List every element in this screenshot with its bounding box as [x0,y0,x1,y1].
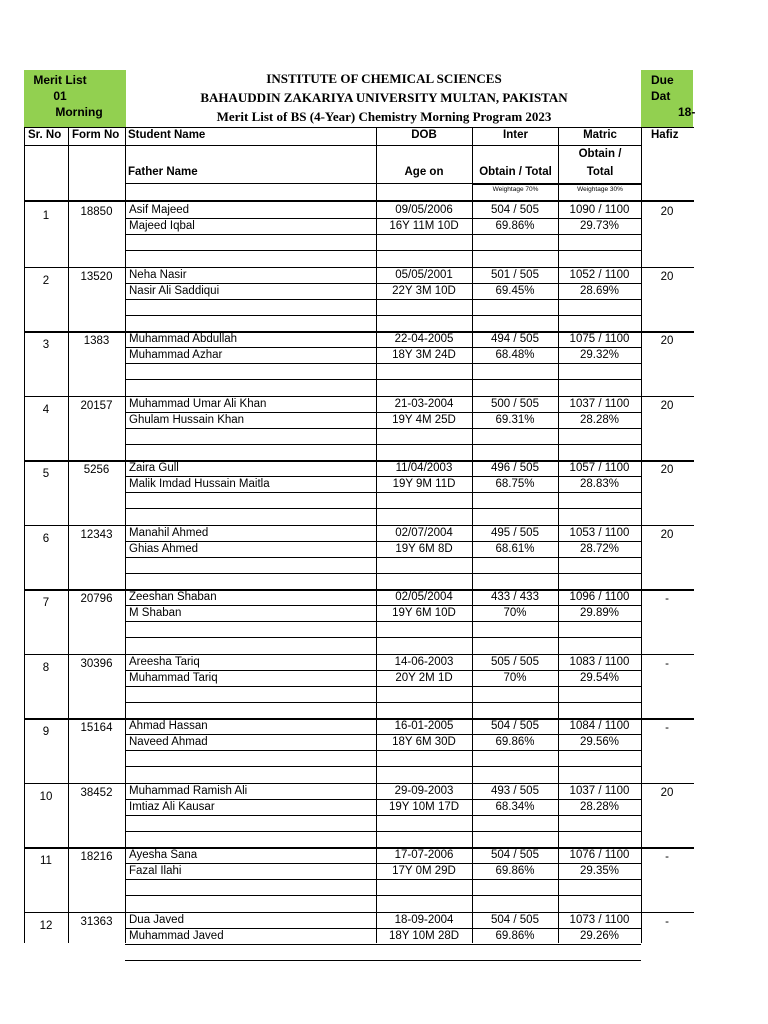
father-name: Muhammad Azhar [129,349,223,361]
matric-marks: 1096 / 1100 [569,591,630,603]
header-top-line [24,127,694,128]
header-matric-obtain: Obtain / [578,148,622,160]
inter-percentage: 68.48% [495,349,535,361]
subrow-line [125,702,641,703]
hafiz-marks: - [665,722,669,734]
student-name: Muhammad Umar Ali Khan [129,398,267,410]
inter-marks: 496 / 505 [491,462,539,474]
subrow-line [125,637,641,638]
matric-marks: 1052 / 1100 [569,269,630,281]
age-value: 19Y 6M 8D [395,543,453,555]
dob-value: 02/07/2004 [395,527,453,539]
dob-value: 02/05/2004 [395,591,453,603]
inter-percentage: 69.86% [495,930,535,942]
header-line [472,184,641,185]
matric-percentage: 28.83% [579,478,619,490]
subrow-line [125,960,641,961]
serial-number: 7 [42,597,50,609]
age-value: 18Y 3M 24D [392,349,456,361]
inter-percentage: 69.86% [495,865,535,877]
matric-percentage: 29.32% [579,349,619,361]
subrow-line [125,815,641,816]
age-value: 17Y 0M 29D [392,865,456,877]
header-form-no: Form No [72,129,120,141]
age-value: 19Y 9M 11D [392,478,456,490]
matric-marks: 1084 / 1100 [569,720,630,732]
age-value: 19Y 6M 10D [392,607,456,619]
subrow-line [125,879,641,880]
header-sr-no: Sr. No [28,129,62,141]
subrow-line [125,750,641,751]
inter-percentage: 69.86% [495,220,535,232]
hafiz-marks: 20 [660,335,674,347]
form-number: 5256 [83,464,110,476]
dob-value: 09/05/2006 [395,204,453,216]
subrow-line [125,379,641,380]
dob-value: 16-01-2005 [394,720,454,732]
student-name: Manahil Ahmed [129,527,209,539]
student-name: Muhammad Ramish Ali [129,785,248,797]
age-value: 18Y 6M 30D [392,736,456,748]
matric-percentage: 29.35% [579,865,619,877]
matric-percentage: 29.26% [579,930,619,942]
hafiz-marks: 20 [660,529,674,541]
subrow-line [125,299,641,300]
subrow-line [125,557,641,558]
father-name: Majeed Iqbal [129,220,195,232]
student-name: Muhammad Abdullah [129,333,238,345]
inter-marks: 433 / 433 [491,591,539,603]
inter-marks: 501 / 505 [491,269,539,281]
hafiz-marks: 20 [660,271,674,283]
merit-list-number: 01 [53,89,67,103]
student-name: Asif Majeed [129,204,190,216]
matric-percentage: 28.28% [579,801,619,813]
header-inter: Inter [503,129,528,141]
form-number: 18216 [80,851,113,863]
header-dob: DOB [411,129,437,141]
subrow-line [125,621,641,622]
serial-number: 8 [42,662,50,674]
dob-value: 14-06-2003 [394,656,454,668]
subrow-line [125,573,641,574]
matric-percentage: 29.54% [579,672,619,684]
father-name: Naveed Ahmad [129,736,208,748]
serial-number: 3 [42,339,50,351]
header-matric: Matric [583,129,617,141]
inter-percentage: 68.34% [495,801,535,813]
subrow-line [125,363,641,364]
age-value: 22Y 3M 10D [392,285,456,297]
serial-number: 1 [42,210,50,222]
dob-value: 21-03-2004 [394,398,454,410]
form-number: 31363 [80,916,113,928]
hafiz-marks: - [665,593,669,605]
student-name: Ahmad Hassan [129,720,208,732]
header-inter-obtain: Obtain / Total [479,166,552,178]
inter-marks: 504 / 505 [491,849,539,861]
program-title: Merit List of BS (4-Year) Chemistry Morning Program 2023 [216,109,552,124]
matric-percentage: 28.69% [579,285,619,297]
hafiz-marks: 20 [660,787,674,799]
subrow-line [125,895,641,896]
father-name: Nasir Ali Saddiqui [129,285,220,297]
father-name: M Shaban [129,607,182,619]
header-hafiz: Hafiz [651,129,679,141]
age-value: 18Y 10M 28D [388,930,460,942]
inter-marks: 493 / 505 [491,785,539,797]
serial-number: 10 [39,791,53,803]
father-name: Ghias Ahmed [129,543,199,555]
inter-percentage: 70% [503,672,527,684]
inter-marks: 500 / 505 [491,398,539,410]
subrow-line [125,492,641,493]
shift-label: Morning [55,105,103,119]
age-value: 16Y 11M 10D [389,220,459,232]
due-date-label: Due Dat [651,73,674,103]
serial-number: 11 [40,855,52,867]
subrow-line [125,508,641,509]
form-number: 15164 [80,722,113,734]
matric-percentage: 29.89% [579,607,619,619]
header-inter-weightage: Weightage 70% [492,186,539,193]
form-number: 20157 [80,400,113,412]
inter-percentage: 69.31% [495,414,535,426]
subrow-line [125,831,641,832]
form-number: 1383 [83,335,110,347]
form-number: 20796 [80,593,113,605]
inter-marks: 504 / 505 [491,204,539,216]
form-number: 38452 [80,787,113,799]
father-name: Malik Imdad Hussain Maitla [129,478,270,490]
subrow-line [125,444,641,445]
inter-marks: 504 / 505 [491,914,539,926]
matric-marks: 1037 / 1100 [569,785,630,797]
form-number: 12343 [80,529,113,541]
form-number: 30396 [80,658,113,670]
matric-marks: 1073 / 1100 [569,914,630,926]
university-title: BAHAUDDIN ZAKARIYA UNIVERSITY MULTAN, PAKISTAN [200,90,568,105]
header-bottom-line [24,200,694,202]
form-number: 18850 [80,206,113,218]
matric-marks: 1057 / 1100 [569,462,630,474]
merit-list-label: Merit List [33,73,87,87]
header-student-name: Student Name [128,129,206,141]
subrow-line [125,234,641,235]
inter-percentage: 69.86% [495,736,535,748]
form-number: 13520 [80,271,113,283]
matric-percentage: 28.72% [579,543,619,555]
subrow-line [125,315,641,316]
hafiz-marks: 20 [660,400,674,412]
student-name: Dua Javed [129,914,184,926]
subrow-line [125,250,641,251]
hafiz-marks: 20 [660,206,674,218]
matric-percentage: 29.73% [579,220,619,232]
student-name: Ayesha Sana [129,849,198,861]
hafiz-marks: - [665,658,669,670]
age-value: 19Y 4M 25D [392,414,456,426]
serial-number: 2 [42,275,50,287]
subrow-line [125,944,641,945]
hafiz-marks: - [665,851,669,863]
matric-percentage: 29.56% [579,736,619,748]
student-name: Zeeshan Shaban [129,591,217,603]
matric-marks: 1037 / 1100 [569,398,630,410]
header-father-name: Father Name [128,166,198,178]
student-name: Neha Nasir [129,269,187,281]
father-name: Muhammad Javed [129,930,224,942]
father-name: Ghulam Hussain Khan [129,414,245,426]
header-line [24,145,641,146]
due-date-value: 18- [678,105,696,119]
institute-title: INSTITUTE OF CHEMICAL SCIENCES [266,71,502,86]
matric-marks: 1075 / 1100 [569,333,630,345]
dob-value: 18-09-2004 [394,914,454,926]
header-matric-total: Total [586,166,614,178]
subrow-line [125,428,641,429]
subrow-line [125,766,641,767]
father-name: Imtiaz Ali Kausar [129,801,215,813]
inter-marks: 504 / 505 [491,720,539,732]
matric-marks: 1083 / 1100 [569,656,630,668]
dob-value: 22-04-2005 [394,333,454,345]
matric-marks: 1076 / 1100 [569,849,630,861]
dob-value: 11/04/2003 [395,462,453,474]
subrow-line [125,686,641,687]
father-name: Fazal Ilahi [129,865,182,877]
serial-number: 6 [42,533,50,545]
dob-value: 29-09-2003 [394,785,454,797]
age-value: 19Y 10M 17D [388,801,460,813]
inter-marks: 495 / 505 [491,527,539,539]
serial-number: 9 [42,726,50,738]
student-name: Zaira Gull [129,462,179,474]
hafiz-marks: 20 [660,464,674,476]
matric-marks: 1090 / 1100 [569,204,630,216]
inter-percentage: 68.75% [495,478,535,490]
inter-percentage: 70% [503,607,527,619]
father-name: Muhammad Tariq [129,672,218,684]
matric-percentage: 28.28% [579,414,619,426]
matric-marks: 1053 / 1100 [569,527,630,539]
dob-value: 05/05/2001 [395,269,453,281]
hafiz-marks: - [665,916,669,928]
serial-number: 12 [39,920,53,932]
age-value: 20Y 2M 1D [395,672,453,684]
inter-marks: 505 / 505 [491,656,539,668]
header-matric-weightage: Weightage 30% [577,186,623,193]
inter-marks: 494 / 505 [491,333,539,345]
serial-number: 5 [42,468,50,480]
inter-percentage: 68.61% [495,543,535,555]
dob-value: 17-07-2006 [394,849,454,861]
inter-percentage: 69.45% [495,285,535,297]
header-age-on: Age on [404,166,444,178]
student-name: Areesha Tariq [129,656,200,668]
serial-number: 4 [42,404,50,416]
